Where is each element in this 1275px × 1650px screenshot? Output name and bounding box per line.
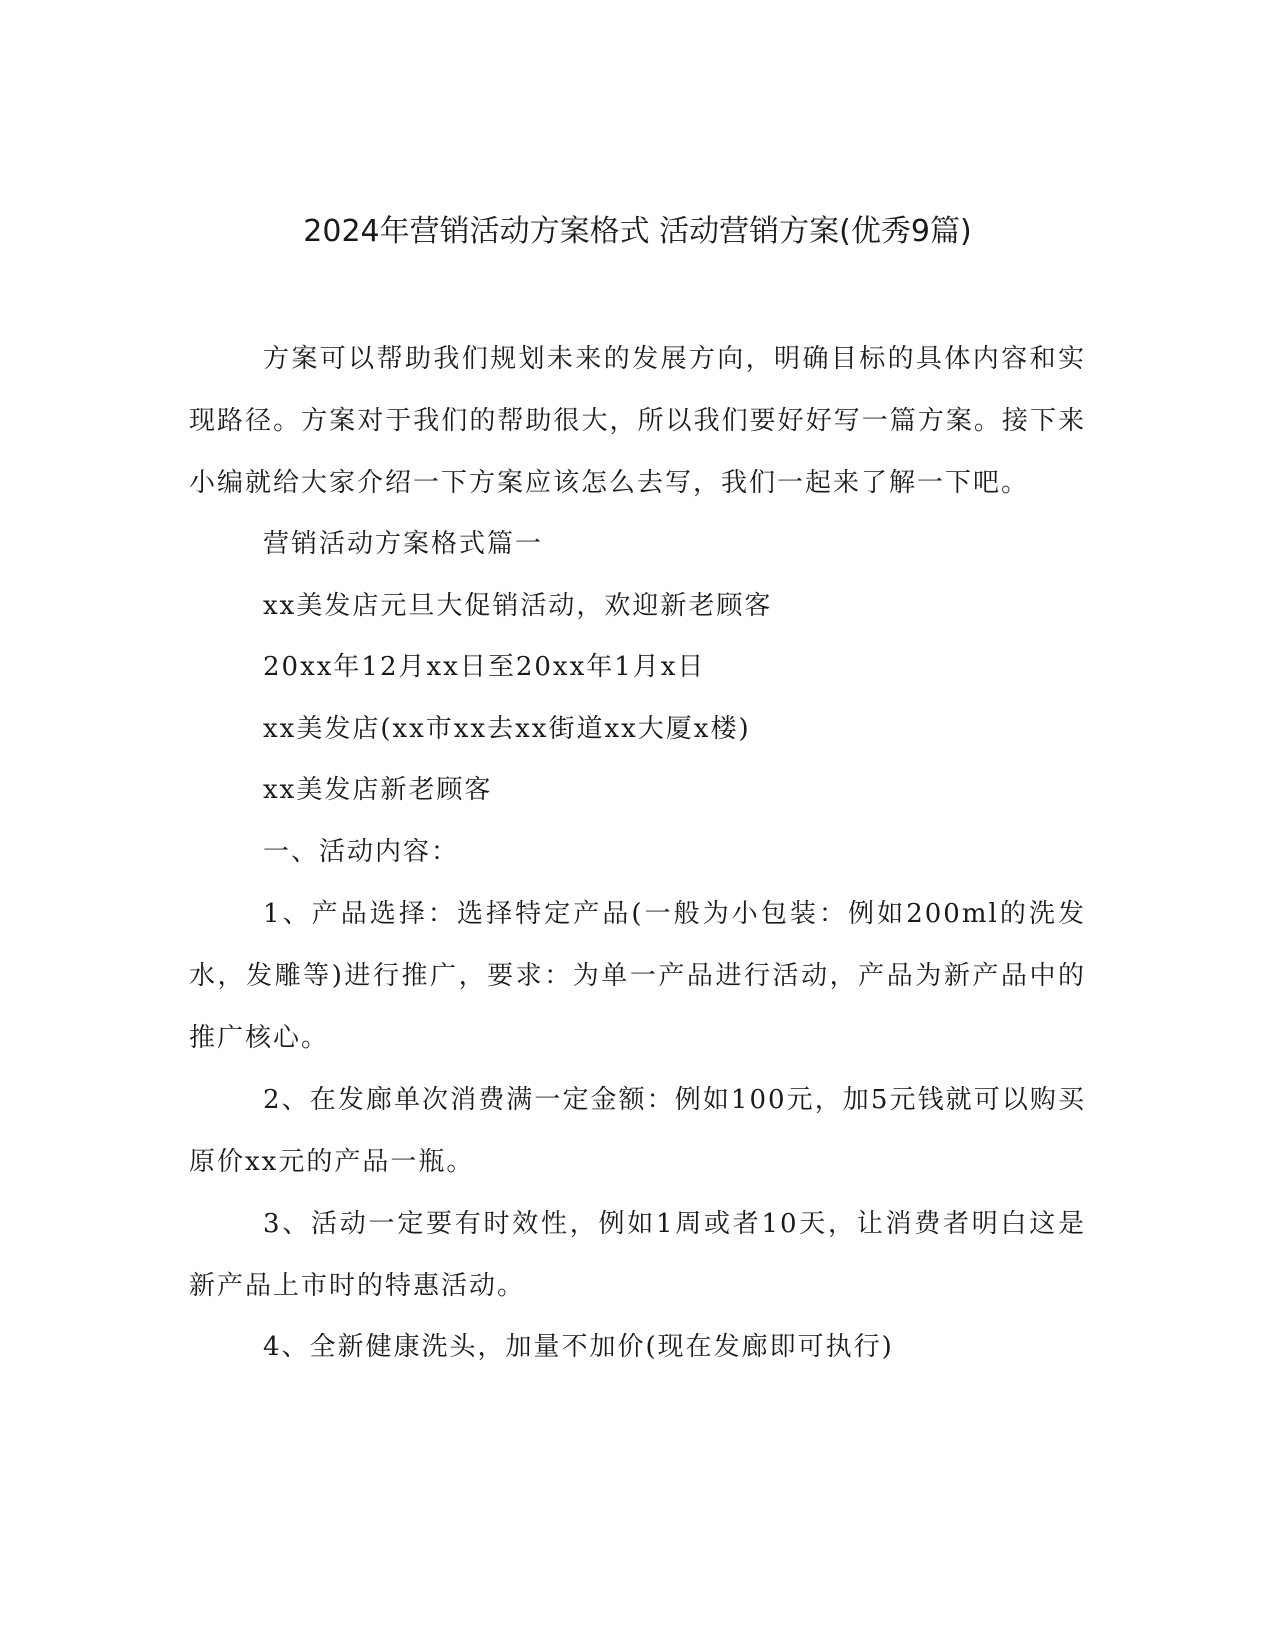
content-item-1: 1、产品选择：选择特定产品(一般为小包装：例如200ml的洗发水，发雕等)进行推广，要求：为单一产品进行活动，产品为新产品中的推广核心。: [189, 899, 1086, 1053]
section-heading: 营销活动方案格式篇一: [263, 529, 544, 559]
content-heading: 一、活动内容：: [263, 836, 460, 867]
event-target: xx美发店新老顾客: [263, 775, 493, 805]
event-time: 20xx年12月xx日至20xx年1月x日: [263, 652, 706, 682]
content-item-3: 3、活动一定要有时效性，例如1周或者10天，让消费者明白这是新产品上市时的特惠活动。: [189, 1209, 1086, 1301]
document-body: [189, 328, 1086, 1379]
content-item-2: 2、在发廊单次消费满一定金额：例如100元，加5元钱就可以购买原价xx元的产品一瓶。: [189, 1085, 1086, 1177]
event-name: xx美发店元旦大促销活动，欢迎新老顾客: [263, 590, 773, 621]
document-title: 2024年营销活动方案格式 活动营销方案(优秀9篇): [303, 214, 972, 249]
intro-paragraph: 方案可以帮助我们规划未来的发展方向，明确目标的具体内容和实现路径。方案对于我们的帮助很大，所以我们要好好写一篇方案。接下来小编就给大家介绍一下方案应该怎么去写，我们一起来了解一下吧。: [189, 344, 1086, 498]
event-location: xx美发店(xx市xx去xx街道xx大厦x楼): [263, 713, 751, 744]
content-item-4: 4、全新健康洗头，加量不加价(现在发廊即可执行): [263, 1332, 894, 1362]
